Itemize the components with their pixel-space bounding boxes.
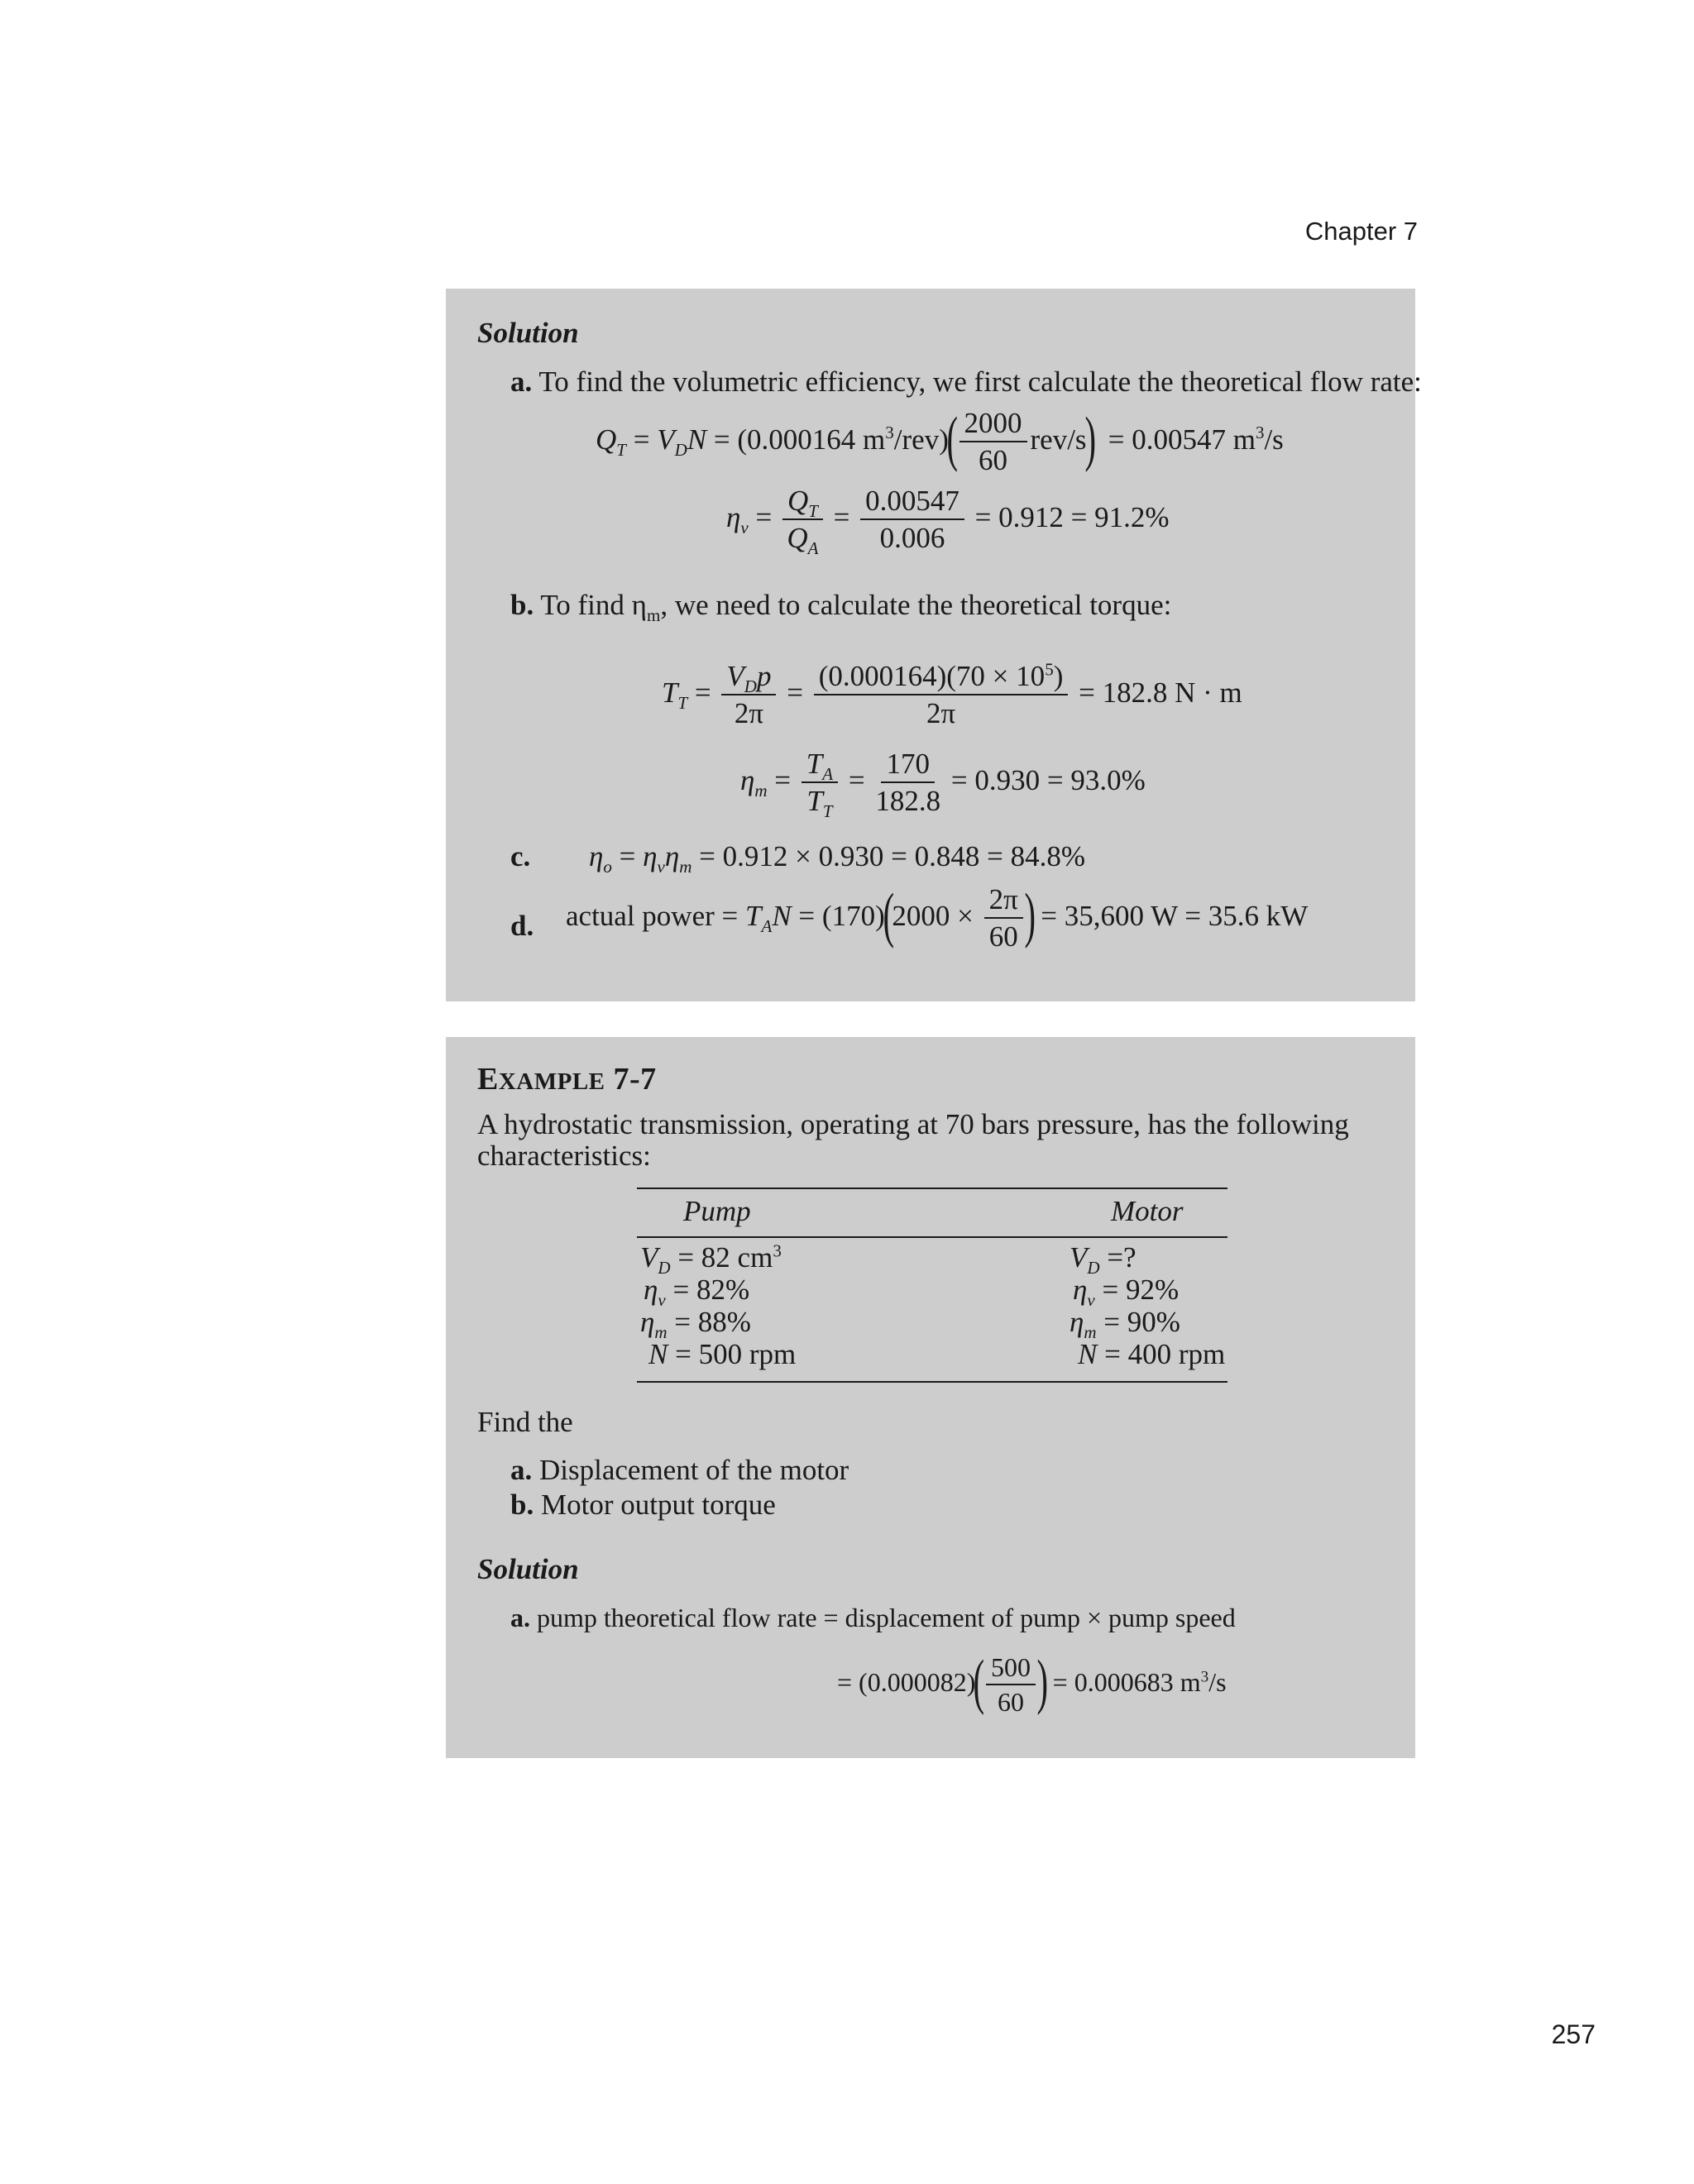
page-number: 257 bbox=[1551, 2019, 1596, 2049]
table-header-pump: Pump bbox=[683, 1195, 751, 1227]
part-b-text-pre: To find η bbox=[540, 589, 647, 621]
pump-flow-result-unit: /s bbox=[1208, 1666, 1227, 1697]
solution2-part-a-label: a. bbox=[510, 1603, 530, 1632]
eta-m-den: 182.8 bbox=[875, 784, 941, 817]
motor-volumetric-eff-value: = 92% bbox=[1102, 1274, 1180, 1306]
solution2-heading: Solution bbox=[477, 1553, 579, 1585]
part-a-text bbox=[510, 366, 1422, 399]
example-text-line2: characteristics: bbox=[477, 1140, 651, 1172]
find-item-a-label: a. bbox=[510, 1454, 533, 1486]
example-title-rest: XAMPLE bbox=[498, 1068, 605, 1095]
find-item-b bbox=[510, 1489, 776, 1522]
chapter-header: Chapter 7 bbox=[1304, 217, 1418, 246]
flow-speed-num: 2000 bbox=[959, 409, 1027, 442]
find-item-a bbox=[510, 1454, 849, 1487]
find-item-a-text: Displacement of the motor bbox=[539, 1454, 849, 1486]
example-title-first: E bbox=[477, 1062, 499, 1097]
power-inner: 2000 × bbox=[892, 899, 974, 932]
table-header-rule bbox=[637, 1236, 1227, 1238]
flow-speed-den: 60 bbox=[979, 443, 1008, 476]
motor-displacement: $V_D$ =? bbox=[1070, 1241, 1137, 1278]
power-result: = 35,600 W = 35.6 kW bbox=[1041, 899, 1309, 932]
flow-result-unit: /s bbox=[1264, 423, 1284, 456]
pump-mechanical-eff-value: = 88% bbox=[674, 1306, 751, 1338]
eq-actual-power: actual power = $T_AN = (170)(2000$ × $\frac{2\pi}{60}$ ) = 35,600 W = 35.6 kW bbox=[566, 881, 1309, 953]
example-text-line1: A hydrostatic transmission, operating at 70 bars pressure, has the following bbox=[477, 1108, 1349, 1140]
torque-den-2: 2π bbox=[926, 696, 956, 729]
solution2-part-a bbox=[510, 1603, 1236, 1633]
eta-v-den: 0.006 bbox=[879, 521, 945, 554]
eta-m-result: = 0.930 = 93.0% bbox=[950, 763, 1146, 796]
part-a-sentence: To find the volumetric efficiency, we first calculate the theoretical flow rate: bbox=[538, 366, 1422, 398]
pump-flow-num: 500 bbox=[986, 1654, 1036, 1685]
power-num: 2π bbox=[984, 885, 1023, 919]
power-lead: actual power = bbox=[566, 899, 739, 932]
flow-speed-unit: rev/s bbox=[1030, 423, 1087, 456]
pump-volumetric-eff-value: = 82% bbox=[672, 1274, 750, 1306]
pump-mechanical-eff: $\eta_m = 88\%$ bbox=[640, 1306, 751, 1342]
flow-result: = 0.00547 m bbox=[1108, 423, 1256, 456]
eta-v-num: 0.00547 bbox=[860, 486, 964, 520]
flow-displacement-unit: /rev) bbox=[893, 423, 949, 456]
motor-speed: N = 400 rpm bbox=[1078, 1338, 1226, 1370]
motor-displacement-value: =? bbox=[1107, 1241, 1137, 1274]
pump-volumetric-eff: $\eta_v = 82\%$ bbox=[644, 1274, 750, 1310]
example-title bbox=[477, 1062, 657, 1098]
torque-den-1: 2π bbox=[734, 696, 764, 729]
solution2-part-a-text: pump theoretical flow rate = displacement of pump × pump speed bbox=[537, 1603, 1236, 1632]
eq-flow-rate: $Q_T = V_DN = (0.000164$ $m^3/rev$)( $\frac{2000}{60}$ rev/s) = 0.00547 $m^3/s$ bbox=[596, 404, 1284, 476]
table-top-rule bbox=[637, 1188, 1227, 1189]
eta-v-result: = 0.912 = 91.2% bbox=[974, 500, 1170, 533]
find-item-b-label: b. bbox=[510, 1489, 534, 1521]
eta-m-num: 170 bbox=[881, 749, 935, 783]
part-b-label: b. bbox=[510, 589, 534, 621]
part-c-label: c. bbox=[510, 840, 531, 872]
motor-volumetric-eff: $\eta_v = 92\%$ bbox=[1073, 1274, 1180, 1310]
part-a-label: a. bbox=[510, 366, 533, 398]
pump-speed: N = 500 rpm bbox=[648, 1338, 797, 1370]
pump-displacement: $V_D = 82$ $cm^3$ bbox=[640, 1240, 782, 1278]
example-title-number: 7-7 bbox=[613, 1062, 657, 1097]
pump-flow-pre: = (0.000082) bbox=[837, 1666, 976, 1697]
motor-mechanical-eff-value: = 90% bbox=[1103, 1306, 1180, 1338]
overall-efficiency-result: = 0.912 × 0.930 = 0.848 = 84.8% bbox=[699, 840, 1085, 872]
pump-displacement-value: = 82 cm bbox=[677, 1241, 773, 1274]
table-bottom-rule bbox=[637, 1381, 1227, 1383]
eq-overall-efficiency: $\eta_o = \eta_v\eta_m = 0.912 \times 0.930 = 0.848 = 84.8\%$ bbox=[589, 840, 1085, 877]
solution-heading: Solution bbox=[477, 317, 579, 349]
power-mid: = (170) bbox=[798, 899, 885, 932]
table-header-motor: Motor bbox=[1111, 1195, 1184, 1227]
eq-pump-flow: = (0.000082)( $\frac{500}{60}$ ) = 0.000683 $m^3/s$ bbox=[837, 1647, 1227, 1717]
pump-flow-result: = 0.000683 m bbox=[1052, 1666, 1201, 1697]
eq-theoretical-torque: $T_T$ = $\frac{V_Dp}{2\pi}$ = $\frac{(0.000164)(70 \times 10^5)}{2\pi}$ = 182.8 N · m bbox=[662, 659, 1242, 729]
part-b-text-sub: m bbox=[646, 605, 661, 625]
motor-mechanical-eff: $\eta_m = 90\%$ bbox=[1070, 1306, 1180, 1342]
motor-speed-value: = 400 rpm bbox=[1104, 1338, 1226, 1370]
part-b-text-post: , we need to calculate the theoretical torque: bbox=[660, 589, 1172, 621]
eq-volumetric-efficiency: $\eta_v$ = $\frac{Q_T}{Q_A}$ = $\frac{0.00547}{0.006}$ = 0.912 = 91.2% bbox=[726, 485, 1170, 558]
find-item-b-text: Motor output torque bbox=[540, 1489, 776, 1521]
pump-speed-value: = 500 rpm bbox=[675, 1338, 797, 1370]
flow-displacement: (0.000164 m bbox=[737, 423, 886, 456]
part-d-label: d. bbox=[510, 910, 534, 942]
power-den: 60 bbox=[988, 920, 1018, 953]
eq-mechanical-efficiency: $\eta_m$ = $\frac{T_A}{T_T}$ = $\frac{170}{182.8}$ = 0.930 = 93.0% bbox=[740, 748, 1146, 821]
find-the: Find the bbox=[477, 1406, 573, 1438]
part-b-text bbox=[510, 589, 1172, 625]
torque-num: (0.000164)(70 × 10 bbox=[818, 660, 1046, 692]
torque-result: = 182.8 N · m bbox=[1079, 676, 1242, 709]
pump-flow-den: 60 bbox=[998, 1686, 1025, 1717]
